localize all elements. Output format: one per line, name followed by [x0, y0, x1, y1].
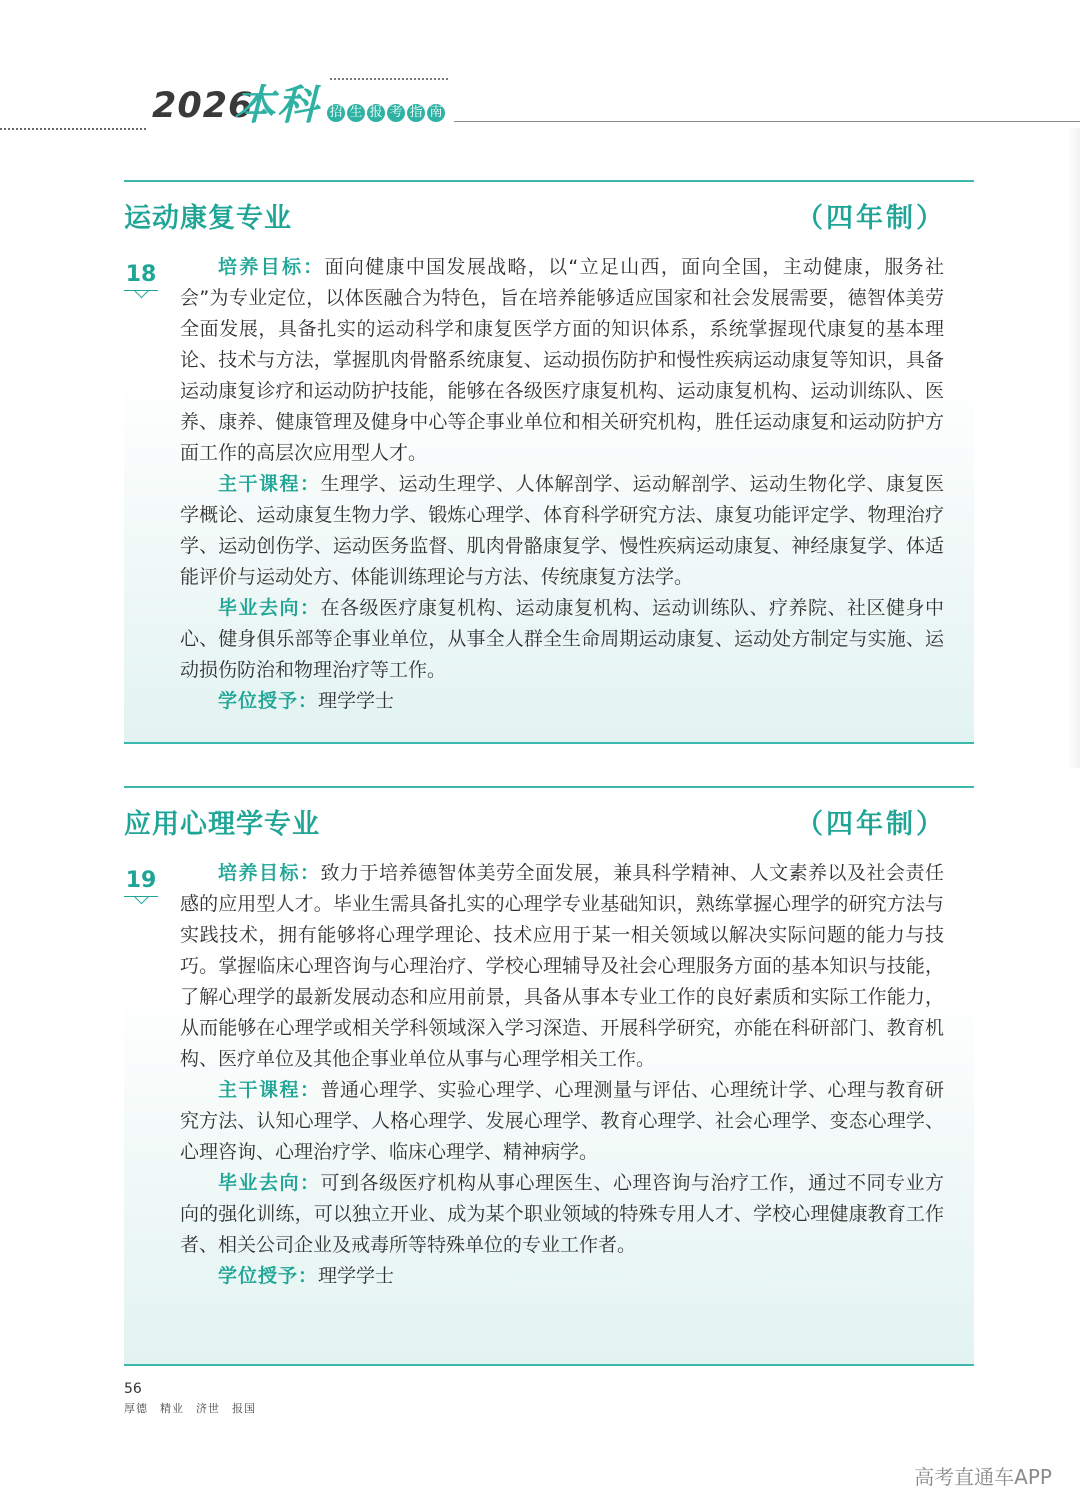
- major-title: 应用心理学专业: [124, 809, 320, 840]
- major-number: 18: [125, 262, 157, 287]
- major-title: 运动康复专业: [124, 203, 292, 234]
- watermark: 高考直通车APP: [914, 1465, 1052, 1489]
- tagline-char: 考: [387, 104, 405, 122]
- training-goal-label: 培养目标：: [218, 256, 325, 278]
- degree-paragraph: [180, 686, 944, 717]
- major-duration: （四年制）: [796, 203, 946, 234]
- major-body: [180, 252, 944, 717]
- career-label: 毕业去向：: [218, 597, 321, 619]
- degree-text: 理学学士: [318, 1265, 395, 1287]
- tagline-char: 生: [347, 104, 365, 122]
- main-courses-label: 主干课程：: [218, 473, 321, 495]
- degree-text: 理学学士: [318, 690, 395, 712]
- tagline-char: 招: [327, 104, 345, 122]
- page-edge-shadow: [1068, 128, 1080, 768]
- main-courses-paragraph: [180, 469, 944, 593]
- header-dotted-line-left: [0, 128, 146, 130]
- degree-paragraph: [180, 1261, 944, 1292]
- training-goal-paragraph: [180, 252, 944, 469]
- major-body: [180, 858, 944, 1292]
- training-goal-label: 培养目标：: [218, 862, 321, 884]
- header-level: 本科: [234, 81, 320, 129]
- main-courses-text: 普通心理学、实验心理学、心理测量与评估、心理统计学、心理与教育研究方法、认知心理学、人格心理学、发展心理学、教育心理学、社会心理学、变态心理学、心理咨询、心理治疗学、临床心理学、精神病学。: [180, 1079, 944, 1163]
- tagline-char: 南: [427, 104, 445, 122]
- header-tagline: [327, 104, 445, 122]
- career-paragraph: [180, 1168, 944, 1261]
- major-section-sports-rehab: [124, 180, 974, 744]
- training-goal-text: 面向健康中国发展战略，以“立足山西，面向全国，主动健康，服务社会”为专业定位，以体医融合为特色，旨在培养能够适应国家和社会发展需要，德智体美劳全面发展，具备扎实的运动科学和康复医学方面的知识体系，系统掌握现代康复的基本理论、技术与方法，掌握肌肉骨骼系统康复、运动损伤防护和慢性疾病运动康复等知识，具备运动康复诊疗和运动防护技能，能够在各级医疗康复机构、运动康复机构、运动训练队、医养、康养、健康管理及健身中心等企事业单位和相关研究机构，胜任运动康复和运动防护方面工作的高层次应用型人才。: [180, 256, 944, 464]
- career-paragraph: [180, 593, 944, 686]
- career-text: 在各级医疗康复机构、运动康复机构、运动训练队、疗养院、社区健身中心、健身俱乐部等企事业单位，从事全人群全生命周期运动康复、运动处方制定与实施、运动损伤防治和物理治疗等工作。: [180, 597, 944, 681]
- main-courses-text: 生理学、运动生理学、人体解剖学、运动解剖学、运动生物化学、康复医学概论、运动康复生物力学、锻炼心理学、体育科学研究方法、康复功能评定学、物理治疗学、运动创伤学、运动医务监督、肌肉骨骼康复学、慢性疾病运动康复、神经康复学、体适能评价与运动处方、体能训练理论与方法、传统康复方法学。: [180, 473, 944, 588]
- main-courses-label: 主干课程：: [218, 1079, 321, 1101]
- training-goal-paragraph: [180, 858, 944, 1075]
- career-text: 可到各级医疗机构从事心理医生、心理咨询与治疗工作，通过不同专业方向的强化训练，可以独立开业、成为某个职业领域的特殊专用人才、学校心理健康教育工作者、相关公司企业及戒毒所等特殊单位的专业工作者。: [180, 1172, 944, 1256]
- page-motto: 厚德 精业 济世 报国: [124, 1402, 256, 1415]
- degree-label: 学位授予：: [218, 1265, 319, 1287]
- tagline-char: 指: [407, 104, 425, 122]
- main-courses-paragraph: [180, 1075, 944, 1168]
- header-rule: [454, 121, 1080, 122]
- degree-label: 学位授予：: [218, 690, 319, 712]
- major-number: 19: [125, 868, 157, 893]
- page-number: 56: [124, 1381, 142, 1397]
- training-goal-text: 致力于培养德智体美劳全面发展，兼具科学精神、人文素养以及社会责任感的应用型人才。毕业生需具备扎实的心理学专业基础知识，熟练掌握心理学的研究方法与实践技术，拥有能够将心理学理论、技术应用于某一相关领域以解决实际问题的能力与技巧。掌握临床心理咨询与心理治疗、学校心理辅导及社会心理服务方面的基本知识与技能，了解心理学的最新发展动态和应用前景，具备从事本专业工作的良好素质和实际工作能力，从而能够在心理学或相关学科领域深入学习深造、开展科学研究，亦能在科研部门、教育机构、医疗单位及其他企事业单位从事与心理学相关工作。: [180, 862, 944, 1070]
- major-duration: （四年制）: [796, 809, 946, 840]
- header-dotted-line-top: [330, 78, 448, 80]
- major-section-applied-psychology: [124, 786, 974, 1366]
- tagline-char: 报: [367, 104, 385, 122]
- career-label: 毕业去向：: [218, 1172, 321, 1194]
- header-year: 2026: [152, 86, 254, 126]
